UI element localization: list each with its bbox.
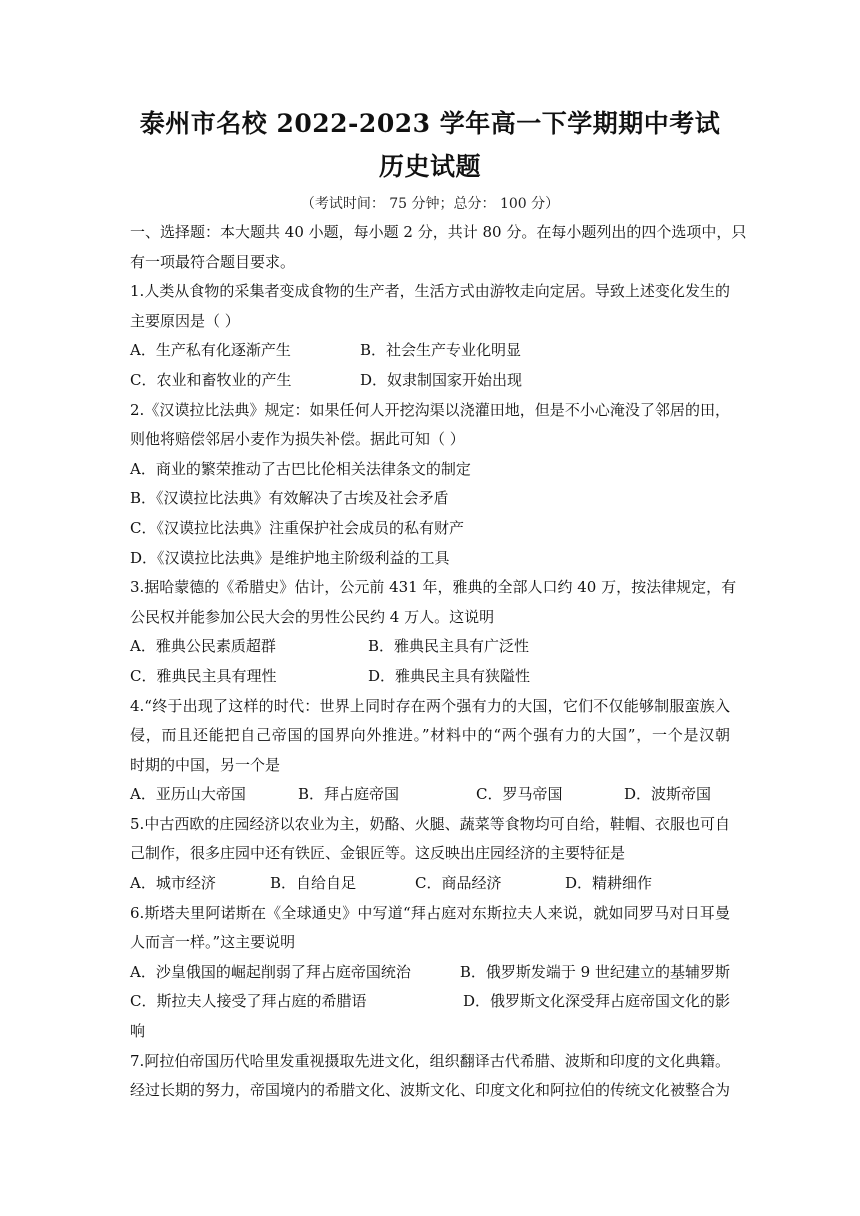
question-stem: 己制作，很多庄园中还有铁匠、金银匠等。这反映出庄园经济的主要特征是 <box>130 844 626 863</box>
question-stem: 3.据哈蒙德的《希腊史》估计，公元前 431 年，雅典的全部人口约 40 万，按法律规定，有 <box>130 578 737 597</box>
option-a: A．生产私有化逐渐产生 <box>130 341 291 360</box>
option-c: C．商品经济 <box>415 874 502 893</box>
question-stem: 2.《汉谟拉比法典》规定：如果任何人开挖沟渠以浇灌田地，但是不小心淹没了邻居的田， <box>130 400 730 419</box>
option-b: B．拜占庭帝国 <box>298 785 400 804</box>
exam-title: 泰州市名校 2022-2023 学年高一下学期期中考试 <box>139 109 721 138</box>
option-row <box>130 869 730 899</box>
question-stem: 公民权并能参加公民大会的男性公民约 4 万人。这说明 <box>130 607 495 626</box>
option-a: A．城市经济 <box>130 874 216 893</box>
option-d: D．俄罗斯文化深受拜占庭帝国文化的影 <box>462 992 730 1011</box>
question-stem: 6.斯塔夫里阿诺斯在《全球通史》中写道“拜占庭对东斯拉夫人来说，就如同罗马对日耳曼 <box>130 903 730 922</box>
option-b: B．俄罗斯发端于 9 世纪建立的基辅罗斯 <box>459 962 730 981</box>
option-a: A．沙皇俄国的崛起削弱了拜占庭帝国统治 <box>130 962 411 981</box>
option-c: C．罗马帝国 <box>476 785 563 804</box>
question-stem: 5.中古西欧的庄园经济以农业为主，奶酪、火腿、蔬菜等食物均可自给，鞋帽、衣服也可自 <box>130 814 730 833</box>
option-a: A．亚历山大帝国 <box>130 785 246 804</box>
question-stem: 1.人类从食物的采集者变成食物的生产者，生活方式由游牧走向定居。导致上述变化发生的 <box>130 282 730 301</box>
option-d-continuation: 响 <box>130 1022 146 1041</box>
question-stem: 侵，而且还能把自己帝国的国界向外推进。”材料中的“两个强有力的大国”，一个是汉朝 <box>130 726 730 745</box>
question-stem: 人而言一样。”这主要说明 <box>130 933 296 952</box>
option-c: C．雅典民主具有理性 <box>130 666 277 685</box>
option-d: D．《汉谟拉比法典》是维护地主阶级利益的工具 <box>130 548 450 567</box>
option-d: D．精耕细作 <box>565 874 653 893</box>
option-row <box>130 662 730 692</box>
question-stem: 经过长期的努力，帝国境内的希腊文化、波斯文化、印度文化和阿拉伯的传统文化被整合为 <box>130 1081 731 1100</box>
option-row <box>130 336 730 366</box>
option-b: B．《汉谟拉比法典》有效解决了古埃及社会矛盾 <box>130 489 449 508</box>
option-a: A．商业的繁荣推动了古巴比伦相关法律条文的制定 <box>130 459 471 478</box>
question-stem: 则他将赔偿邻居小麦作为损失补偿。据此可知（ ） <box>130 430 465 449</box>
option-row <box>130 366 730 396</box>
section-instruction: 有一项最符合题目要求。 <box>130 252 296 271</box>
option-c: C．农业和畜牧业的产生 <box>130 370 292 389</box>
option-a: A．雅典公民素质超群 <box>130 637 276 656</box>
option-b: B．社会生产专业化明显 <box>360 341 522 360</box>
option-row <box>130 987 730 1017</box>
question-stem: 7.阿拉伯帝国历代哈里发重视摄取先进文化，组织翻译古代希腊、波斯和印度的文化典籍。 <box>130 1051 730 1070</box>
option-row <box>130 958 730 988</box>
exam-content <box>130 218 747 1106</box>
option-b: B．雅典民主具有广泛性 <box>368 637 530 656</box>
exam-subtitle: 历史试题 <box>378 152 481 181</box>
option-d: D．雅典民主具有狭隘性 <box>368 666 531 685</box>
question-stem: 时期的中国，另一个是 <box>130 755 281 774</box>
section-instruction: 一、选择题：本大题共 40 小题，每小题 2 分，共计 80 分。在每小题列出的四个选项中，只 <box>130 223 747 241</box>
option-c: C．斯拉夫人接受了拜占庭的希腊语 <box>130 992 367 1011</box>
option-row <box>130 780 730 810</box>
question-stem: 主要原因是（ ） <box>130 311 240 330</box>
option-row <box>130 632 730 662</box>
question-stem: 4.“终于出现了这样的时代：世界上同时存在两个强有力的大国，它们不仅能够制服蛮族入 <box>130 696 730 715</box>
option-d: D．波斯帝国 <box>624 785 712 804</box>
option-c: C．《汉谟拉比法典》注重保护社会成员的私有财产 <box>130 518 464 537</box>
option-d: D．奴隶制国家开始出现 <box>360 370 523 389</box>
option-b: B．自给自足 <box>270 874 357 893</box>
exam-info: （考试时间： 75 分钟；总分： 100 分） <box>300 196 560 212</box>
